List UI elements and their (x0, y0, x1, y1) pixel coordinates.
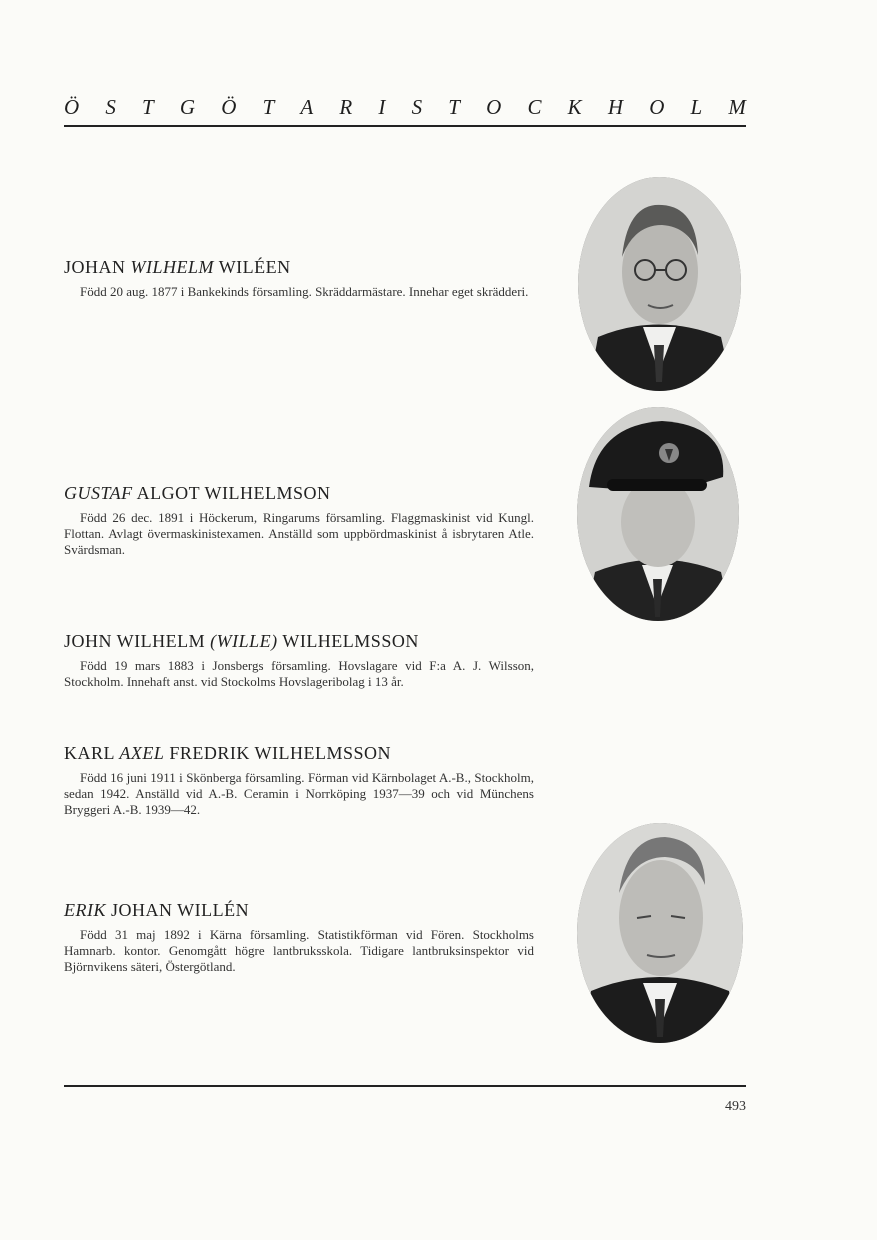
header-letter: H (607, 95, 624, 119)
footer-rule (64, 1085, 746, 1087)
name-part: ALGOT WILHELMSON (132, 483, 331, 503)
running-header (64, 95, 746, 120)
header-letter: R (339, 95, 353, 119)
entry-bio: Född 19 mars 1883 i Jonsbergs församling. Hovslagare vid F:a A. J. Wilsson, Stockholm. Innehaft anst. vid Stockolms Hovslageribolag i 13 år. (64, 657, 534, 689)
header-letter: T (142, 95, 154, 119)
header-letter: G (179, 95, 196, 119)
name-part: AXEL (119, 743, 165, 763)
header-letter: M (728, 95, 746, 119)
entry-bio: Född 16 juni 1911 i Skönberga församling. Förman vid Kärnbolaget A.-B., Stockholm, sedan 1942. Anställd vid A.-B. Ceramin i Norrköping 1937—39 och vid Münchens Bryggeri A.-B. 1939—42. (64, 769, 534, 817)
portrait-johan-wileen (578, 177, 741, 391)
name-part: FREDRIK WILHELMSSON (164, 743, 392, 763)
entry-name (64, 632, 534, 652)
header-letter: T (448, 95, 460, 119)
entry-wilhelmsson-john (64, 632, 534, 690)
name-part: WILÉEN (214, 257, 291, 277)
header-letter: C (527, 95, 542, 119)
entry-bio: Född 26 dec. 1891 i Höckerum, Ringarums församling. Flaggmaskinist vid Kungl. Flottan. Avlagt övermaskinistexamen. Anställd som uppbördmaskinist å isbrytaren Atle. Svärdsman. (64, 509, 534, 557)
entry-wilhelmsson-karl (64, 744, 534, 818)
portrait-gustaf-wilhelmson (577, 407, 739, 621)
entry-wilhelmson (64, 484, 534, 558)
name-part: (WILLE) (210, 631, 278, 651)
name-part: JOHAN WILLÉN (106, 900, 250, 920)
name-part: KARL (64, 743, 120, 763)
header-letter: T (262, 95, 275, 119)
name-part: GUSTAF (64, 483, 133, 503)
header-letter: K (567, 95, 582, 119)
entry-name (64, 258, 534, 278)
header-letter: L (690, 95, 703, 119)
name-part: JOHN WILHELM (64, 631, 211, 651)
header-rule (64, 125, 746, 127)
entry-name (64, 484, 534, 504)
header-letter: S (411, 95, 423, 119)
entry-name (64, 901, 534, 921)
page-number: 493 (725, 1099, 746, 1114)
header-letter: A (300, 95, 314, 119)
header-letter: I (378, 95, 386, 119)
name-part: JOHAN (64, 257, 131, 277)
header-letter: O (486, 95, 502, 119)
header-letter: Ö (221, 95, 237, 119)
entry-bio: Född 31 maj 1892 i Kärna församling. Statistikförman vid Fören. Stockholms Hamnarb. kontor. Genomgått högre lantbruksskola. Tidigare lantbruksinspektor vid Björnvikens säteri, Östergötland. (64, 926, 534, 974)
header-letter: Ö (64, 95, 80, 119)
entry-name (64, 744, 534, 764)
header-letter: O (649, 95, 665, 119)
entry-wileen (64, 258, 534, 300)
name-part: WILHELM (130, 257, 215, 277)
name-part: ERIK (64, 900, 106, 920)
portrait-erik-willen (577, 823, 743, 1043)
name-part: WILHELMSSON (277, 631, 419, 651)
header-letter: S (105, 95, 116, 119)
entry-bio: Född 20 aug. 1877 i Bankekinds församling. Skräddarmästare. Innehar eget skrädderi. (80, 283, 529, 299)
entry-willen (64, 901, 534, 975)
